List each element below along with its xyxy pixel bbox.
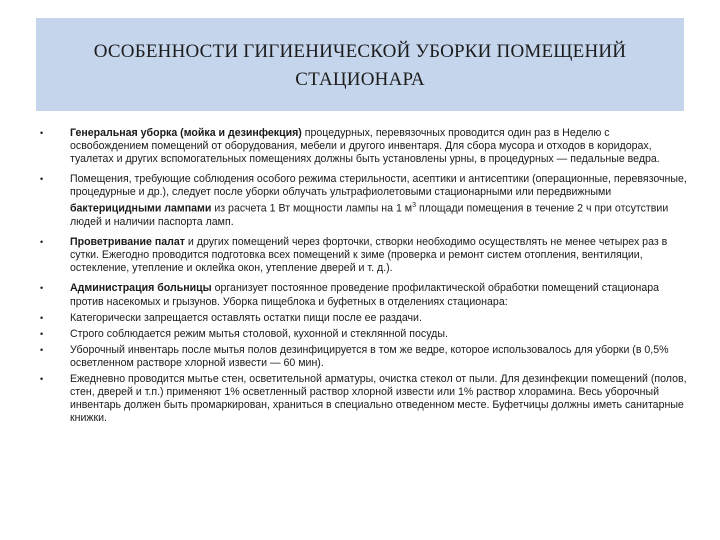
list-item-uv-lamps [40,173,690,229]
list-item-text [70,282,690,308]
list-item-text [70,127,690,166]
list-item-bold: Генеральная уборка (мойка и дезинфекция) [70,127,302,139]
list-item-text: Уборочный инвентарь после мытья полов дезинфицируется в том же ведре, которое использовалось для уборки (в 0,5% осветленном растворе хлорной извести — 60 мин). [70,343,669,369]
list-item-dish-washing [40,328,690,341]
list-item-food-leftovers [40,312,690,325]
bullet-icon: • [40,174,44,185]
slide-title-line-2: СТАЦИОНАРА [295,69,425,90]
bullet-list [40,127,690,425]
list-item-text: Ежедневно проводится мытье стен, осветительной арматуры, очистка стекол от пыли. Для дезинфекции помещений (полов, стен, дверей и т.п.) применяют 1% осветленный раствор хлорной извести или 1% раствор хлорамина. Весь уборочный инвентарь должен быть промаркирован, храниться в специально отведенном месте. Буфетчицы должны иметь санитарные книжки. [70,373,687,425]
superscript: 3 [412,202,416,210]
list-item-body: площади помещения в течение 2 ч при отсутствии людей и наличии паспорта ламп. [70,203,669,229]
bullet-icon: • [40,374,44,385]
bullet-icon: • [40,128,44,138]
list-item-text: Категорически запрещается оставлять остатки пищи после ее раздачи. [70,311,422,324]
list-item-daily-cleaning [40,373,690,425]
list-item-text: Строго соблюдается режим мытья столовой, кухонной и стеклянной посуды. [70,327,448,340]
bullet-icon: • [40,237,44,248]
title-band [36,18,684,111]
list-item-body: процедурных, перевязочных проводится один раз в Неделю с освобождением помещений от оборудования, мебели и другого инвентаря. Для сбора мусора и отходов в коридорах, туалетах и других вспомогательных помещениях должны быть установлены урны, в процедурных — педальные ведра. [70,127,660,166]
list-item-body: организует постоянное проведение профилактической обработки помещений стационара против насекомых и грызунов. Уборка пищеблока и буфетных в отделениях стационара: [70,282,660,308]
bullet-icon: • [40,344,44,355]
list-item-inventory-disinfection [40,344,690,370]
list-item-text [70,236,690,275]
list-item-body: и других помещений через форточки, створки необходимо осуществлять не менее четырех раз в сутки. Ежегодно проводится подготовка всех помещений к зиме (проверка и ремонт систем отопления, вентиляции, остекление, утепление и оклейка окон, утепление дверей и т. д.). [70,236,668,275]
slide-title-line-1: ОСОБЕННОСТИ ГИГИЕНИЧЕСКОЙ УБОРКИ ПОМЕЩЕНИЙ [93,41,627,62]
bullet-icon: • [40,283,44,294]
list-item-general-cleaning [40,127,690,166]
list-item-body: Помещения, требующие соблюдения особого режима стерильности, асептики и антисептики (операционные, перевязочные, процедурные и др.), следует после уборки облучать ультрафиолетовыми стационарными или передвижными [70,173,687,199]
list-item-administration [40,282,690,308]
list-item-bold: Администрация больницы [70,282,212,295]
bullet-icon: • [40,312,44,323]
list-item-ventilation [40,236,690,275]
list-item-bold: бактерицидными лампами [70,203,212,215]
bullet-icon: • [40,328,44,339]
list-item-text [70,173,690,229]
list-item-bold: Проветривание палат [70,236,185,249]
list-item-body: из расчета 1 Вт мощности лампы на 1 м [211,203,413,215]
slide-title [36,38,684,94]
